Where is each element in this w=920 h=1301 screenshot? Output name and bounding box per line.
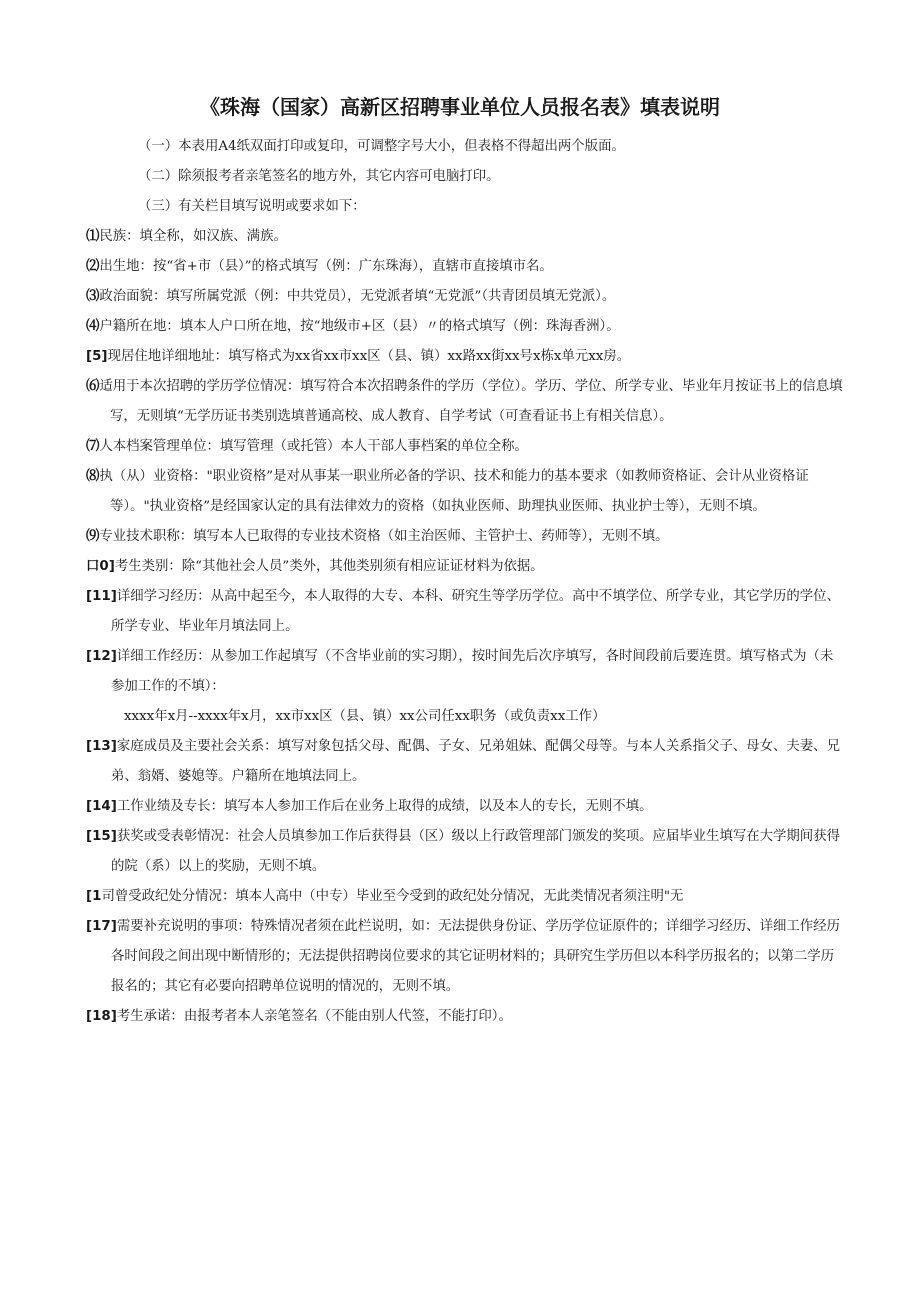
- item-number: [5]: [86, 349, 108, 364]
- instruction-item-14: [86, 792, 846, 822]
- item-number: ⑶: [86, 289, 100, 304]
- instruction-item-1: [86, 222, 846, 252]
- instructions-body: [86, 132, 846, 1032]
- instruction-item-11: [86, 582, 846, 642]
- item-text: 详细工作经历：从参加工作起填写（不含毕业前的实习期），按时间先后次序填写，各时间段前后要连贯。填写格式为（未参加工作的不填）：: [111, 649, 834, 694]
- item-number: ⑴: [86, 229, 100, 244]
- item-text: 户籍所在地：填本人户口所在地，按“地级市+区（县）〃的格式填写（例：珠海香洲）。: [99, 319, 620, 334]
- item-text: 家庭成员及主要社会关系：填写对象包括父母、配偶、子女、兄弟姐妹、配偶父母等。与本人关系指父子、母女、夫妻、兄弟、翁婿、婆媳等。户籍所在地填法同上。: [111, 739, 840, 784]
- item-number: [12]: [86, 649, 117, 664]
- item-text: 现居住地详细地址：填写格式为xx省xx市xx区（县、镇）xx路xx街xx号x栋x单元xx房。: [107, 349, 631, 364]
- item-number: 口0]: [86, 559, 115, 574]
- item-text: 获奖或受表彰情况：社会人员填参加工作后获得县（区）级以上行政管理部门颁发的奖项。应届毕业生填写在大学期间获得的院（系）以上的奖励，无则不填。: [111, 829, 840, 874]
- instruction-item-10: [86, 552, 846, 582]
- work-history-format-line: xxxx年x月--xxxx年x月，xx市xx区（县、镇）xx公司任xx职务（或负责xx工作）: [124, 709, 606, 724]
- item-text: 详细学习经历：从高中起至今，本人取得的大专、本科、研究生等学历学位。高中不填学位、所学专业，其它学历的学位、所学专业、毕业年月填法同上。: [111, 589, 840, 634]
- item-number: [17]: [86, 919, 117, 934]
- instruction-item-9: [86, 522, 846, 552]
- item-number: ⑻: [86, 469, 100, 484]
- instruction-item-17: [86, 912, 846, 1002]
- instruction-item-13: [86, 732, 846, 792]
- item-number: ⑺: [86, 439, 100, 454]
- instruction-item-8: [86, 462, 846, 522]
- item-number: [14]: [86, 799, 117, 814]
- item-number: ⑼: [86, 529, 100, 544]
- instruction-item-2: [86, 252, 846, 282]
- intro-paragraph-1: （一）本表用A4纸双面打印或复印，可调整字号大小，但表格不得超出两个版面。: [138, 139, 625, 154]
- item-number: ⑵: [86, 259, 100, 274]
- document-title: 《珠海（国家）高新区招聘事业单位人员报名表》填表说明: [200, 95, 720, 119]
- item-number: [1: [86, 889, 102, 904]
- item-number: [15]: [86, 829, 117, 844]
- item-text: 民族：填全称，如汉族、满族。: [99, 229, 287, 244]
- item-text: 专业技术职称：填写本人已取得的专业技术资格（如主治医师、主管护士、药师等），无则不填。: [99, 529, 669, 544]
- item-text: 工作业绩及专长：填写本人参加工作后在业务上取得的成绩，以及本人的专长，无则不填。: [116, 799, 653, 814]
- item-number: [18]: [86, 1009, 117, 1024]
- intro-paragraph-3: （三）有关栏目填写说明或要求如下：: [138, 199, 366, 214]
- item-text: 需要补充说明的事项：特殊情况者须在此栏说明，如：无法提供身份证、学历学位证原件的；详细学习经历、详细工作经历各时间段之间出现中断情形的；无法提供招聘岗位要求的其它证明材料的；具研究生学历但以本科学历报名的；以第二学历报名的；其它有必要向招聘单位说明的情况的，无则不填。: [111, 919, 840, 994]
- instruction-item-6: [86, 372, 846, 432]
- instruction-item-5: [86, 342, 846, 372]
- item-number: ⑷: [86, 319, 100, 334]
- item-text: 考生类别：除“其他社会人员”类外，其他类别须有相应证证材料为依据。: [114, 559, 544, 574]
- item-text: 政治面貌：填写所属党派（例：中共党员），无党派者填“无党派”（共青团员填无党派）。: [99, 289, 616, 304]
- item-text: 司曾受政纪处分情况：填本人高中（中专）毕业至今受到的政纪处分情况，无此类情况者须注明"无: [101, 889, 684, 904]
- instruction-item-18: [86, 1002, 846, 1032]
- instruction-item-15: [86, 822, 846, 882]
- item-text: 适用于本次招聘的学历学位情况：填写符合本次招聘条件的学历（学位）。学历、学位、所学专业、毕业年月按证书上的信息填写，无则填“无学历证书类别选填普通高校、成人教育、自学考试（可查看证书上有相关信息）。: [99, 379, 843, 424]
- instruction-item-4: [86, 312, 846, 342]
- item-text: 考生承诺：由报考者本人亲笔签名（不能由别人代签，不能打印）。: [116, 1009, 512, 1024]
- item-number: [11]: [86, 589, 117, 604]
- item-number: ⑹: [86, 379, 100, 394]
- instruction-item-12: [86, 642, 846, 702]
- item-number: [13]: [86, 739, 117, 754]
- item-text: 出生地：按“省+市（县）”的格式填写（例：广东珠海），直辖市直接填市名。: [99, 259, 553, 274]
- instruction-item-7: [86, 432, 846, 462]
- instruction-item-16: [86, 882, 846, 912]
- instruction-item-3: [86, 282, 846, 312]
- item-text: 人本档案管理单位：填写管理（或托管）本人干部人事档案的单位全称。: [99, 439, 528, 454]
- item-text: 执（从）业资格："职业资格”是对从事某一职业所必备的学识、技术和能力的基本要求（如教师资格证、会计从业资格证等）。"执业资格”是经国家认定的具有法律效力的资格（如执业医师、助理执业医师、执业护士等），无则不填。: [99, 469, 809, 514]
- intro-paragraph-2: （二）除须报考者亲笔签名的地方外，其它内容可电脑打印。: [138, 169, 500, 184]
